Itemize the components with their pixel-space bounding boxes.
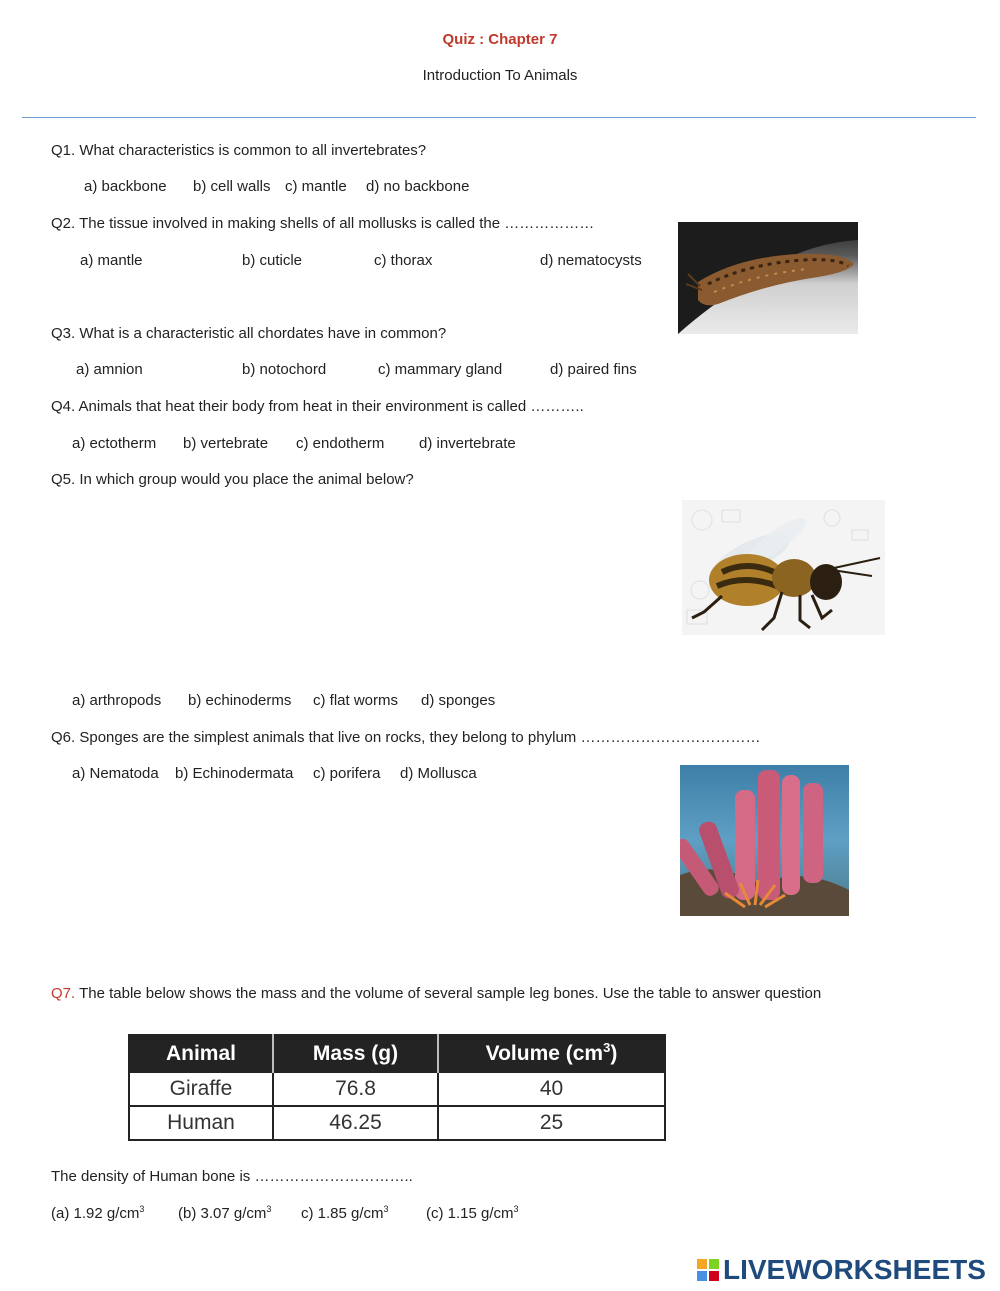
q6-option-b[interactable]: b) Echinodermata	[175, 765, 294, 782]
q7-option-a-sup: 3	[139, 1204, 145, 1214]
q1-option-d[interactable]: d) no backbone	[366, 178, 470, 195]
slug-image	[678, 222, 858, 334]
q1-option-b[interactable]: b) cell walls	[193, 178, 271, 195]
logo-text: LIVEWORKSHEETS	[723, 1254, 986, 1285]
q2-option-c[interactable]: c) thorax	[374, 252, 433, 269]
q7-option-b[interactable]	[178, 1205, 271, 1222]
header-divider	[22, 117, 976, 118]
q6-option-c[interactable]: c) porifera	[313, 765, 381, 782]
q7-option-b-sup: 3	[266, 1204, 272, 1214]
q3-option-a[interactable]: a) amnion	[76, 361, 143, 378]
q1-option-c[interactable]: c) mantle	[285, 178, 347, 195]
q2-option-a[interactable]: a) mantle	[80, 252, 143, 269]
table-header-mass: Mass (g)	[273, 1035, 438, 1072]
table-header-volume-sup: 3	[603, 1039, 611, 1055]
q7-option-c[interactable]	[301, 1205, 389, 1222]
q5-option-a[interactable]: a) arthropods	[72, 692, 162, 709]
q1-option-a[interactable]: a) backbone	[84, 178, 167, 195]
question-7-text: The table below shows the mass and the volume of several sample leg bones. Use the table to answer question	[75, 985, 822, 1002]
question-4: Q4. Animals that heat their body from heat in their environment is called ………..	[51, 398, 584, 415]
table-header-volume	[438, 1035, 665, 1072]
bone-table	[128, 1034, 666, 1141]
question-2: Q2. The tissue involved in making shells of all mollusks is called the ………………	[51, 215, 595, 232]
question-3: Q3. What is a characteristic all chordates have in common?	[51, 325, 447, 342]
q7-option-d[interactable]	[426, 1205, 519, 1222]
q7-option-c-text: c) 1.85 g/cm	[301, 1205, 384, 1222]
q7-option-d-text: (c) 1.15 g/cm	[426, 1205, 514, 1222]
liveworksheets-logo	[697, 1254, 986, 1286]
q4-option-a[interactable]: a) ectotherm	[72, 435, 157, 452]
table-header-animal: Animal	[129, 1035, 273, 1072]
q5-option-d[interactable]: d) sponges	[421, 692, 496, 709]
table-header-row	[129, 1035, 665, 1072]
q3-option-b[interactable]: b) notochord	[242, 361, 327, 378]
q7-option-a[interactable]	[51, 1205, 144, 1222]
q4-option-d[interactable]: d) invertebrate	[419, 435, 516, 452]
q2-option-b[interactable]: b) cuticle	[242, 252, 303, 269]
question-7	[51, 985, 821, 1002]
table-cell-volume: 25	[438, 1106, 665, 1140]
table-row	[129, 1072, 665, 1106]
q7-option-c-sup: 3	[383, 1204, 389, 1214]
question-6: Q6. Sponges are the simplest animals that live on rocks, they belong to phylum ………………………………	[51, 729, 761, 746]
q5-option-c[interactable]: c) flat worms	[313, 692, 399, 709]
table-header-volume-label: Volume (cm	[485, 1041, 604, 1065]
q6-option-a[interactable]: a) Nematoda	[72, 765, 159, 782]
sponge-image	[680, 765, 849, 916]
question-1: Q1. What characteristics is common to all invertebrates?	[51, 142, 427, 159]
table-cell-animal: Human	[129, 1106, 273, 1140]
q7-option-b-text: (b) 3.07 g/cm	[178, 1205, 267, 1222]
q4-option-c[interactable]: c) endotherm	[296, 435, 385, 452]
bee-image	[682, 500, 885, 635]
q5-option-b[interactable]: b) echinoderms	[188, 692, 292, 709]
q7-option-a-text: (a) 1.92 g/cm	[51, 1205, 140, 1222]
table-cell-volume: 40	[438, 1072, 665, 1106]
table-header-volume-close: )	[610, 1041, 618, 1065]
density-prompt: The density of Human bone is …………………………..	[51, 1168, 413, 1185]
table-cell-mass: 46.25	[273, 1106, 438, 1140]
table-row	[129, 1106, 665, 1140]
q3-option-d[interactable]: d) paired fins	[550, 361, 637, 378]
q2-option-d[interactable]: d) nematocysts	[540, 252, 642, 269]
question-7-number: Q7.	[51, 985, 76, 1002]
table-cell-animal: Giraffe	[129, 1072, 273, 1106]
table-cell-mass: 76.8	[273, 1072, 438, 1106]
q3-option-c[interactable]: c) mammary gland	[378, 361, 503, 378]
quiz-title: Quiz : Chapter 7	[442, 31, 558, 48]
logo-icon	[697, 1259, 719, 1281]
q6-option-d[interactable]: d) Mollusca	[400, 765, 477, 782]
quiz-subtitle: Introduction To Animals	[422, 67, 578, 84]
q4-option-b[interactable]: b) vertebrate	[183, 435, 269, 452]
question-5: Q5. In which group would you place the animal below?	[51, 471, 414, 488]
q7-option-d-sup: 3	[513, 1204, 519, 1214]
